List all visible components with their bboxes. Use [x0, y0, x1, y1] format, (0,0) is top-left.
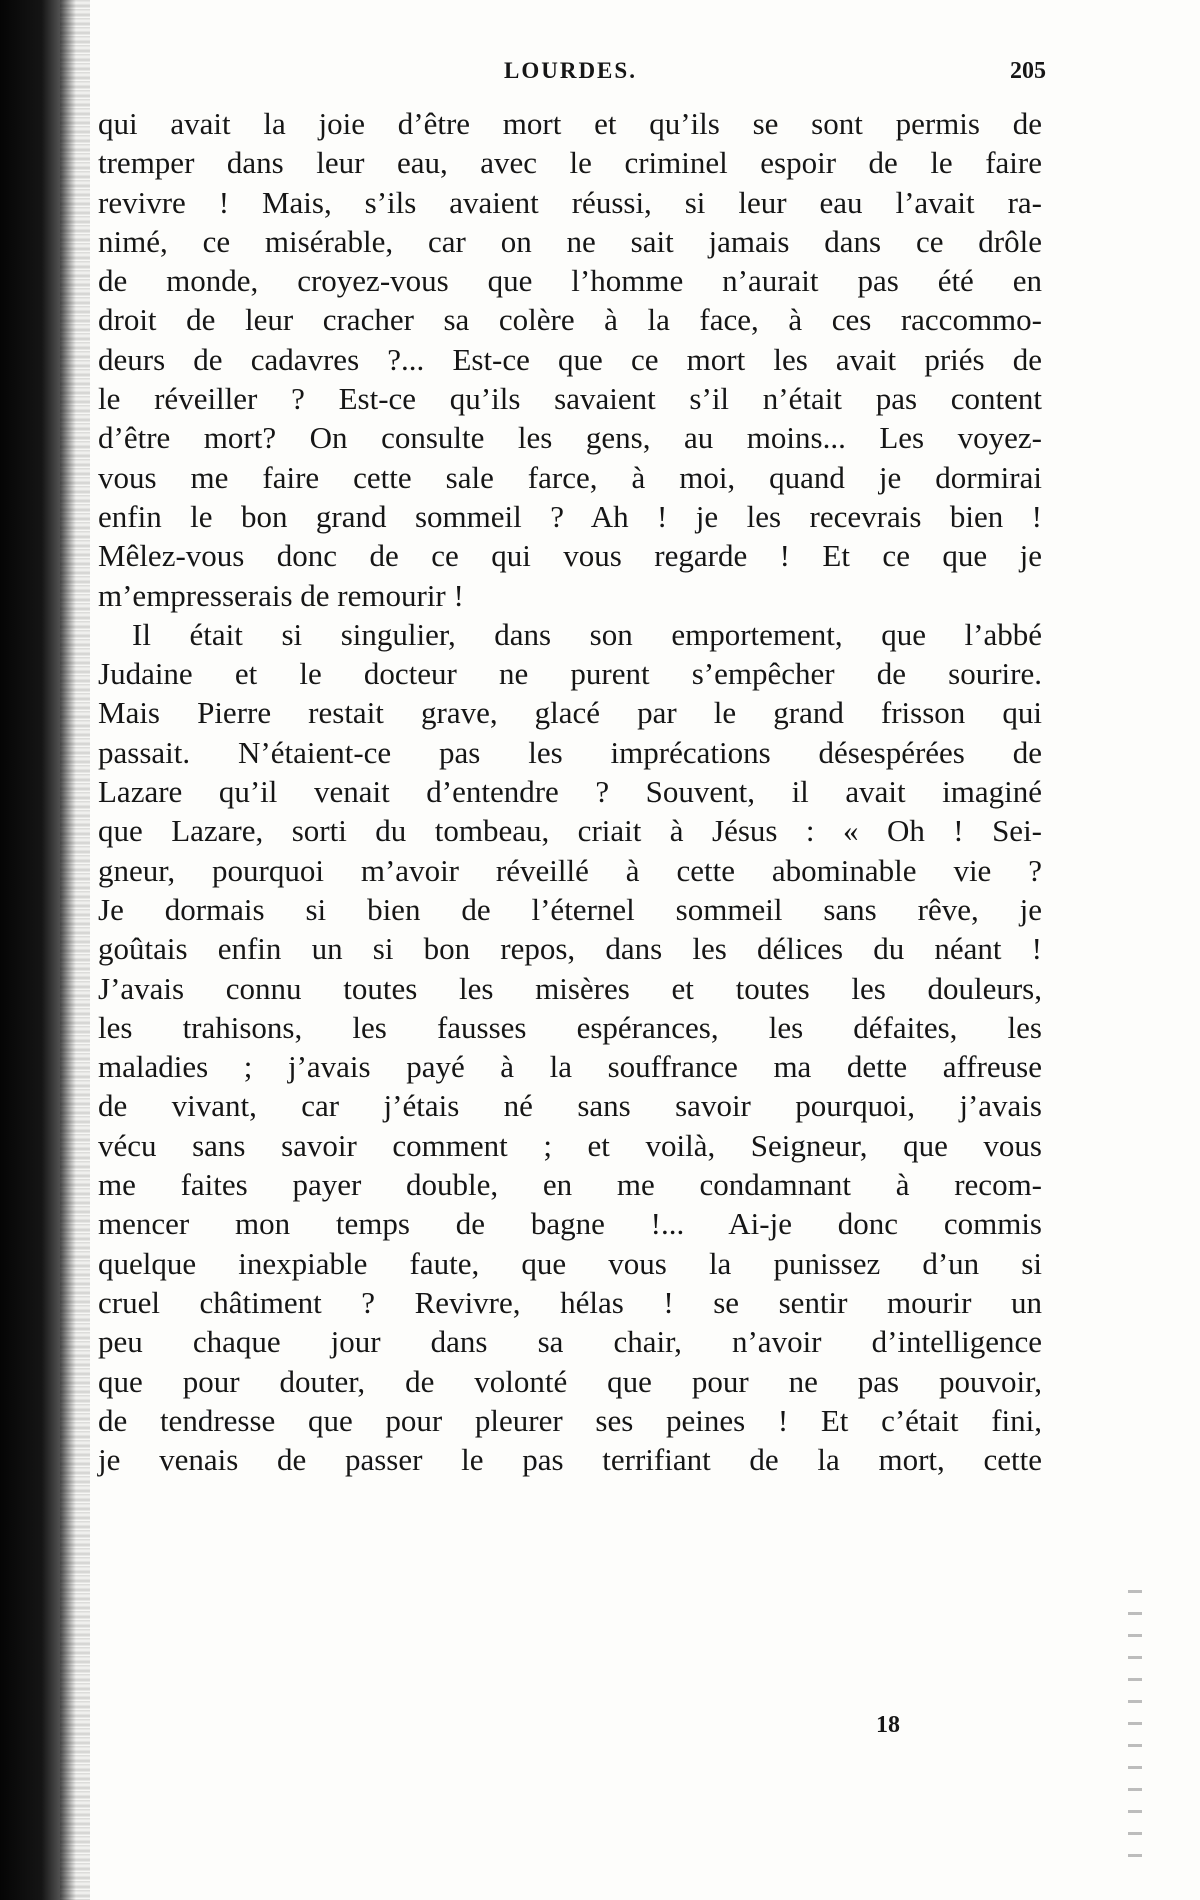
text-line: vécu sans savoir comment ; et voilà, Seigneur, que vous	[98, 1127, 1042, 1163]
text-line: de monde, croyez-vous que l’homme n’aurait pas été en	[98, 263, 1042, 299]
text-line: que Lazare, sorti du tombeau, criait à Jésus : « Oh ! Sei-	[98, 813, 1042, 849]
text-line: Mêlez-vous donc de ce qui vous regarde ! Et ce que je	[98, 538, 1042, 574]
text-line: tremper dans leur eau, avec le criminel espoir de le faire	[98, 145, 1042, 181]
text-line: passait. N’étaient-ce pas les imprécations désespérées de	[98, 734, 1042, 770]
text-line: cruel châtiment ? Revivre, hélas ! se sentir mourir un	[98, 1284, 1042, 1320]
text-line: qui avait la joie d’être mort et qu’ils se sont permis de	[98, 106, 1042, 141]
text-line: je venais de passer le pas terrifiant de la mort, cette	[98, 1442, 1042, 1478]
paragraph-start-line: Il était si singulier, dans son emportement, que l’abbé	[132, 616, 1042, 652]
running-header	[96, 58, 1056, 88]
text-line: deurs de cadavres ?... Est-ce que ce mort les avait priés de	[98, 341, 1042, 377]
text-line: goûtais enfin un si bon repos, dans les délices du néant !	[98, 931, 1042, 967]
text-line: Judaine et le docteur ne purent s’empêcher de sourire.	[98, 656, 1042, 692]
text-line: mencer mon temps de bagne !... Ai-je donc commis	[98, 1206, 1042, 1242]
page-number: 205	[1010, 58, 1046, 84]
text-line: nimé, ce misérable, car on ne sait jamais dans ce drôle	[98, 223, 1042, 259]
text-line: droit de leur cracher sa colère à la face, à ces raccommo-	[98, 302, 1042, 338]
text-line: d’être mort? On consulte les gens, au moins... Les voyez-	[98, 420, 1042, 456]
text-line: les trahisons, les fausses espérances, les défaites, les	[98, 1009, 1042, 1045]
text-line: revivre ! Mais, s’ils avaient réussi, si leur eau l’avait ra-	[98, 184, 1042, 220]
text-line: vous me faire cette sale farce, à moi, quand je dormirai	[98, 459, 1042, 495]
body-text	[98, 104, 1042, 1479]
text-line: gneur, pourquoi m’avoir réveillé à cette abominable vie ?	[98, 852, 1042, 888]
text-line: enfin le bon grand sommeil ? Ah ! je les recevrais bien !	[98, 498, 1042, 534]
text-line: de tendresse que pour pleurer ses peines ! Et c’était fini,	[98, 1402, 1042, 1438]
text-line: m’empresserais de remourir !	[98, 577, 464, 613]
text-line: Je dormais si bien de l’éternel sommeil sans rêve, je	[98, 891, 1042, 927]
running-title: LOURDES.	[504, 58, 637, 83]
signature-mark: 18	[876, 1712, 900, 1738]
edge-marks	[1128, 1590, 1142, 1860]
text-line: me faites payer double, en me condamnant à recom-	[98, 1167, 1042, 1203]
text-line: J’avais connu toutes les misères et toutes les douleurs,	[98, 970, 1042, 1006]
text-line: le réveiller ? Est-ce qu’ils savaient s’il n’était pas content	[98, 381, 1042, 417]
text-line: Mais Pierre restait grave, glacé par le grand frisson qui	[98, 695, 1042, 731]
text-line: Lazare qu’il venait d’entendre ? Souvent, il avait imaginé	[98, 774, 1042, 810]
text-line: quelque inexpiable faute, que vous la punissez d’un si	[98, 1245, 1042, 1281]
text-line: que pour douter, de volonté que pour ne pas pouvoir,	[98, 1363, 1042, 1399]
text-line: maladies ; j’avais payé à la souffrance ma dette affreuse	[98, 1049, 1042, 1085]
binding-texture	[60, 0, 90, 1900]
text-line: de vivant, car j’étais né sans savoir pourquoi, j’avais	[98, 1088, 1042, 1124]
text-line: peu chaque jour dans sa chair, n’avoir d’intelligence	[98, 1324, 1042, 1360]
